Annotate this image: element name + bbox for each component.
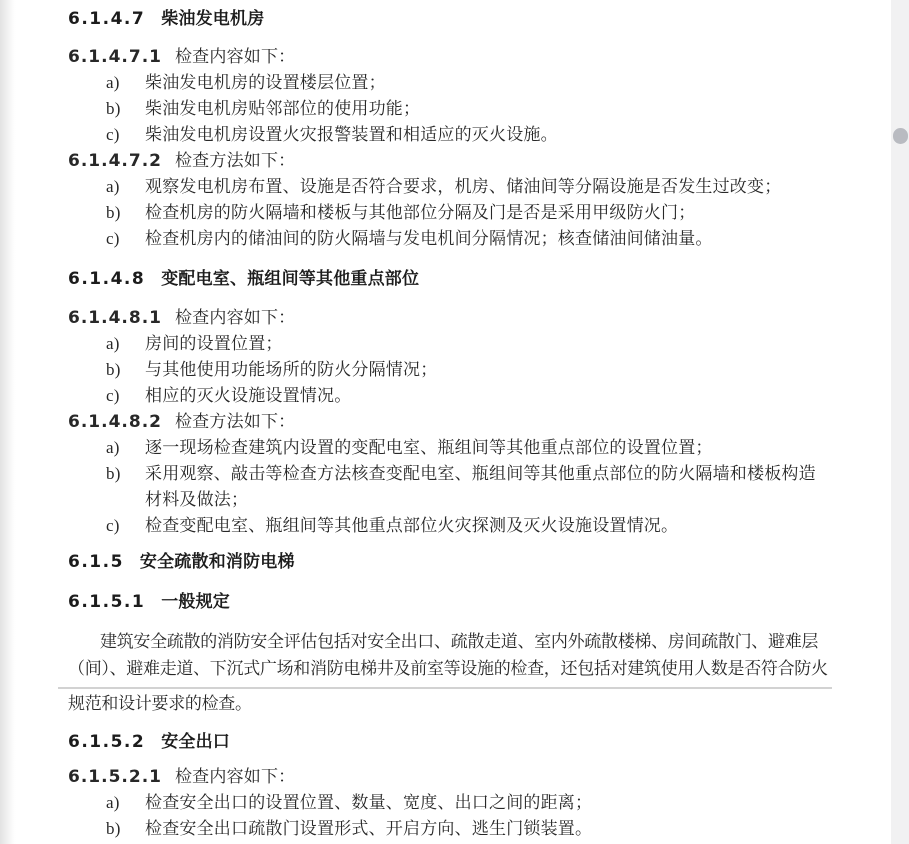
list-item xyxy=(68,513,832,539)
list-item xyxy=(68,461,832,513)
list-item-label: c) xyxy=(106,229,120,248)
section-heading-6147 xyxy=(68,6,832,32)
clause-title: 检查内容如下： xyxy=(174,47,296,66)
scrollbar-thumb[interactable] xyxy=(893,128,908,144)
page-break-divider xyxy=(58,687,832,689)
section-title: 安全疏散和消防电梯 xyxy=(139,552,295,571)
list-item-label: a) xyxy=(106,438,120,457)
list-item-text: 柴油发电机房贴邻部位的使用功能； xyxy=(145,99,421,118)
list-item-text: 柴油发电机房设置火灾报警装置和相适应的灭火设施。 xyxy=(145,125,558,144)
list-item xyxy=(68,331,832,357)
list-item-text: 检查安全出口疏散门设置形式、开启方向、逃生门锁装置。 xyxy=(145,819,593,838)
list-item-text: 检查机房内的储油间的防火隔墙与发电机间分隔情况；核查储油间储油量。 xyxy=(145,229,713,248)
list-item-text: 柴油发电机房的设置楼层位置； xyxy=(145,73,386,92)
clause-heading-61472 xyxy=(68,148,832,174)
list-item-label: a) xyxy=(106,334,120,353)
section-heading-6152 xyxy=(68,729,832,755)
list-item-text: 观察发电机房布置、设施是否符合要求，机房、储油间等分隔设施是否发生过改变； xyxy=(145,177,782,196)
list-item-text: 检查变配电室、瓶组间等其他重点部位火灾探测及灭火设施设置情况。 xyxy=(145,516,679,535)
section-number: 6.1.5.2 xyxy=(68,732,146,752)
list-item xyxy=(68,226,832,252)
list-item-label: b) xyxy=(106,99,121,118)
list-item-label: c) xyxy=(106,125,120,144)
clause-heading-61521 xyxy=(68,764,832,790)
clause-heading-61471 xyxy=(68,44,832,70)
section-title: 柴油发电机房 xyxy=(161,9,265,28)
list-item xyxy=(68,122,832,148)
clause-title: 检查内容如下： xyxy=(174,308,296,327)
clause-title: 检查方法如下： xyxy=(174,151,296,170)
list-item-label: c) xyxy=(106,516,120,535)
clause-title: 检查方法如下： xyxy=(174,412,296,431)
list-item xyxy=(68,200,832,226)
list-item-label: a) xyxy=(106,177,120,196)
list-item-text: 检查机房的防火隔墙和楼板与其他部位分隔及门是否是采用甲级防火门； xyxy=(145,203,696,222)
clause-number: 6.1.4.8.1 xyxy=(68,308,162,328)
list-item-text: 相应的灭火设施设置情况。 xyxy=(145,386,352,405)
section-heading-6151 xyxy=(68,589,832,615)
section-title: 一般规定 xyxy=(161,592,231,611)
clause-number: 6.1.4.8.2 xyxy=(68,412,162,432)
clause-number: 6.1.5.2.1 xyxy=(68,767,162,787)
list-item-label: b) xyxy=(106,819,121,838)
list-item xyxy=(68,816,832,842)
list-item xyxy=(68,174,832,200)
list-item xyxy=(68,790,832,816)
list-item-label: b) xyxy=(106,464,121,483)
section-number: 6.1.4.8 xyxy=(68,269,146,289)
list-item xyxy=(68,383,832,409)
list-item xyxy=(68,435,832,461)
list-item-label: c) xyxy=(106,386,120,405)
list-item-text: 逐一现场检查建筑内设置的变配电室、瓶组间等其他重点部位的设置位置； xyxy=(145,438,713,457)
section-title: 安全出口 xyxy=(161,732,231,751)
list-item-text: 房间的设置位置； xyxy=(145,334,283,353)
section-title: 变配电室、瓶组间等其他重点部位 xyxy=(161,269,420,288)
section-heading-6148 xyxy=(68,266,832,292)
section-heading-615 xyxy=(68,549,832,575)
clause-title: 检查内容如下： xyxy=(174,767,296,786)
list-item xyxy=(68,357,832,383)
paragraph-continuation: 规范和设计要求的检查。 xyxy=(68,694,252,713)
section-number: 6.1.5 xyxy=(68,552,124,572)
clause-number: 6.1.4.7.1 xyxy=(68,47,162,67)
scrollbar-track[interactable] xyxy=(891,0,909,844)
body-paragraph xyxy=(68,628,832,682)
clause-heading-61481 xyxy=(68,305,832,331)
list-item-text: 检查安全出口的设置位置、数量、宽度、出口之间的距离； xyxy=(145,793,593,812)
paragraph-line: （间）、避难走道、下沉式广场和消防电梯井及前室等设施的检查，还包括对建筑使用人数是否符合防火 xyxy=(68,659,828,678)
list-item xyxy=(68,70,832,96)
section-number: 6.1.4.7 xyxy=(68,9,146,29)
clause-heading-61482 xyxy=(68,409,832,435)
list-item-text: 与其他使用功能场所的防火分隔情况； xyxy=(145,360,438,379)
section-number: 6.1.5.1 xyxy=(68,592,146,612)
paragraph-line: 建筑安全疏散的消防安全评估包括对安全出口、疏散走道、室内外疏散楼梯、房间疏散门、避难层 xyxy=(100,632,819,651)
list-item-label: b) xyxy=(106,360,121,379)
list-item xyxy=(68,96,832,122)
clause-number: 6.1.4.7.2 xyxy=(68,151,162,171)
list-item-text: 采用观察、敲击等检查方法核查变配电室、瓶组间等其他重点部位的防火隔墙和楼板构造材料及做法； xyxy=(145,464,816,509)
list-item-label: a) xyxy=(106,73,120,92)
list-item-label: b) xyxy=(106,203,121,222)
list-item-label: a) xyxy=(106,793,120,812)
